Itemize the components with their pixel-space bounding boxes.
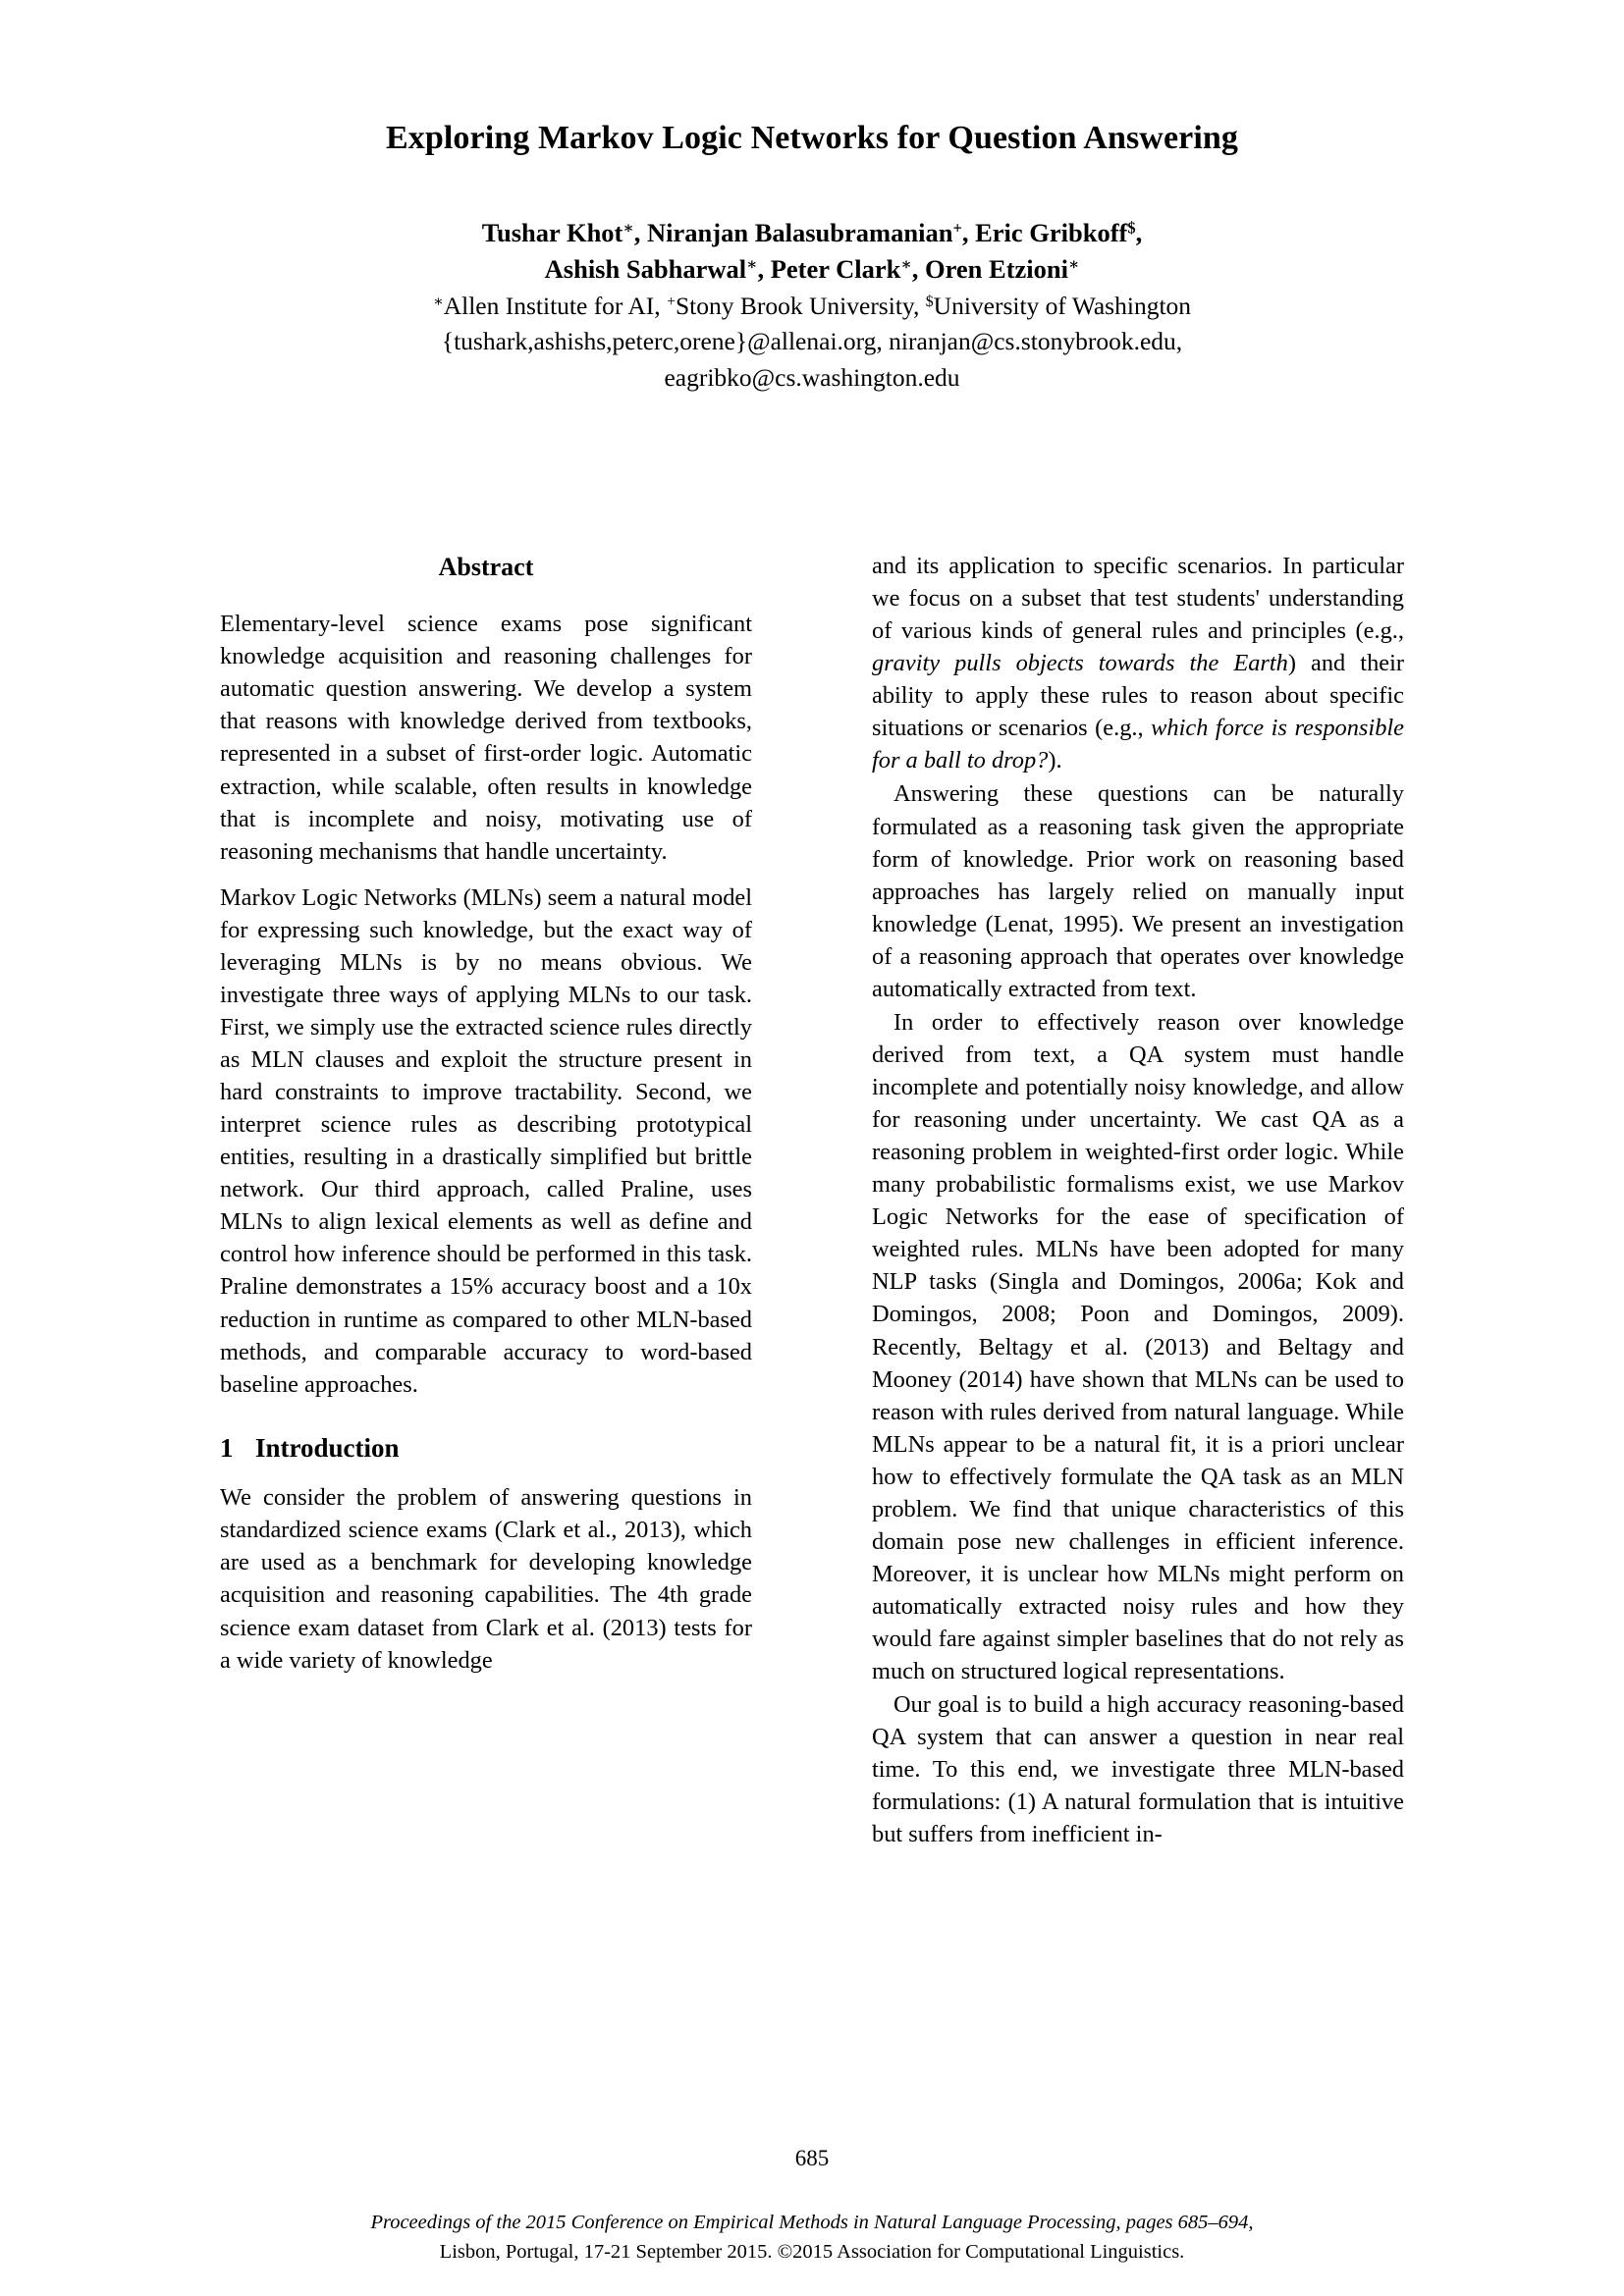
section-heading-introduction: [220, 1430, 752, 1467]
email-line-2: eagribko@cs.washington.edu: [664, 363, 960, 393]
intro-p1-text-c: ).: [1048, 747, 1062, 774]
affiliation-marker-star: ∗: [746, 254, 758, 274]
abstract-heading: Abstract: [438, 553, 534, 581]
abstract-paragraph-2: Markov Logic Networks (MLNs) seem a natural model for expressing such knowledge, but the exact way of leveraging MLNs is by no means obvious. We investigate three ways of applying MLNs to our task. First, we simply use the extracted science rules directly as MLN clauses and exploit the structure present in hard constraints to improve tractability. Second, we interpret science rules as describing prototypical entities, resulting in a drastically simplified but brittle network. Our third approach, called Praline, uses MLNs to align lexical elements as well as define and control how inference should be performed in this task. Praline demonstrates a 15% accuracy boost and a 10x reduction in runtime as compared to other MLN-based methods, and comparable accuracy to word-based baseline approaches.: [220, 883, 752, 1398]
author-peter-clark: , Peter Clark: [757, 254, 901, 285]
intro-paragraph-2: Answering these questions can be naturally formulated as a reasoning task given the appropriate form of knowledge. Prior work on reasoning based approaches has largely relied on manually input knowledge (Lenat, 1995). We present an investigation of a reasoning approach that operates over knowledge automatically extracted from text.: [872, 780, 1404, 1002]
affiliation-marker-plus: +: [952, 217, 962, 237]
author-niranjan-balasubramanian: , Niranjan Balasubramanian: [633, 217, 953, 247]
affiliations-line: [209, 289, 1415, 325]
author-oren-etzioni: , Oren Etzioni: [911, 254, 1068, 285]
intro-p1-text-b: ) and their ability to apply these rules to reason about specific situations or scenarios (e.g.,: [872, 650, 1404, 742]
author-tushar-khot: Tushar Khot: [481, 217, 623, 247]
affiliation-allen-institute: Allen Institute for AI,: [443, 291, 668, 320]
footer-note: [0, 2209, 1624, 2267]
section-title: Introduction: [255, 1432, 400, 1463]
intro-paragraph-1-continued: [872, 550, 1404, 776]
intro-paragraph-4: Our goal is to build a high accuracy reasoning-based QA system that can answer a question in near real time. To this end, we investigate three MLN-based formulations: (1) A natural formulation that is intuitive but suffers from inefficient in-: [872, 1691, 1404, 1848]
author-line-2: [209, 251, 1415, 289]
affiliation-marker-plus: +: [667, 293, 676, 310]
affiliation-marker-dollar: $: [1127, 217, 1136, 237]
right-column: [872, 550, 1404, 1851]
affiliation-uw: University of Washington: [933, 291, 1192, 320]
abstract-paragraph-1: Elementary-level science exams pose significant knowledge acquisition and reasoning challenges for automatic question answering. We develop a system that reasons with knowledge derived from textbooks, represented in a subset of first-order logic. Automatic extraction, while scalable, often results in knowledge that is incomplete and noisy, motivating use of reasoning mechanisms that handle uncertainty.: [220, 611, 752, 865]
copyright-line: [0, 2238, 1624, 2268]
conference-location-date: Lisbon, Portugal, 17-21 September 2015.: [439, 2240, 778, 2263]
example-question-ball-drop: which force is responsible for a ball to drop?: [872, 715, 1404, 774]
author-eric-gribkoff: , Eric Gribkoff: [961, 217, 1128, 247]
copyright-icon: ©: [777, 2240, 793, 2263]
body-columns: [0, 550, 1624, 2081]
page-title: Exploring Markov Logic Networks for Question Answering: [385, 120, 1238, 156]
author-ashish-sabharwal: Ashish Sabharwal: [544, 254, 747, 285]
intro-paragraph-3: In order to effectively reason over knowledge derived from text, a QA system must handle incomplete and potentially noisy knowledge, and allow for reasoning under uncertainty. We cast QA as a reasoning problem in weighted-first order logic. While many probabilistic formalisms exist, we use Markov Logic Networks for the ease of specification of weighted rules. MLNs have been adopted for many NLP tasks (Singla and Domingos, 2006a; Kok and Domingos, 2008; Poon and Domingos, 2009). Recently, Beltagy et al. (2013) and Beltagy and Mooney (2014) have shown that MLNs can be used to reason with rules derived from natural language. While MLNs appear to be a natural fit, it is a priori unclear how to effectively formulate the QA task as an MLN problem. We find that unique characteristics of this domain pose new challenges in efficient inference. Moreover, it is unclear how MLNs might perform on automatically extracted noisy rules and how they would fare against simpler baselines that do not rely as much on structured logical representations.: [872, 1008, 1404, 1685]
intro-p1-text-a: and its application to specific scenarios. In particular we focus on a subset that test students' understanding of various kinds of general rules and principles (e.g.,: [872, 553, 1404, 645]
affiliation-stony-brook: Stony Brook University,: [675, 291, 926, 320]
copyright-holder: 2015 Association for Computational Linguistics.: [792, 2240, 1185, 2263]
affiliation-marker-dollar: $: [925, 293, 934, 310]
affiliation-marker-star: ∗: [432, 293, 444, 310]
title-block: [209, 118, 1415, 397]
proceedings-line: Proceedings of the 2015 Conference on Empirical Methods in Natural Language Processing, pages 685–694,: [370, 2212, 1254, 2233]
email-line-1: {tushark,ashishs,peterc,orene}@allenai.org, niranjan@cs.stonybrook.edu,: [441, 327, 1183, 356]
affiliation-marker-star: ∗: [623, 217, 634, 237]
affiliation-marker-star: ∗: [900, 254, 912, 274]
intro-paragraph-1: We consider the problem of answering questions in standardized science exams (Clark et al., 2013), which are used as a benchmark for developing knowledge acquisition and reasoning capabilities. The 4th grade science exam dataset from Clark et al. (2013) tests for a wide variety of knowledge: [220, 1484, 752, 1674]
left-column: [220, 550, 752, 1677]
section-number: 1: [220, 1432, 234, 1463]
author-line-1-comma: ,: [1135, 217, 1143, 247]
affiliation-marker-star: ∗: [1068, 254, 1080, 274]
author-line-1: [209, 215, 1415, 252]
example-rule-gravity: gravity pulls objects towards the Earth: [872, 650, 1288, 677]
page-number: 685: [794, 2146, 830, 2170]
